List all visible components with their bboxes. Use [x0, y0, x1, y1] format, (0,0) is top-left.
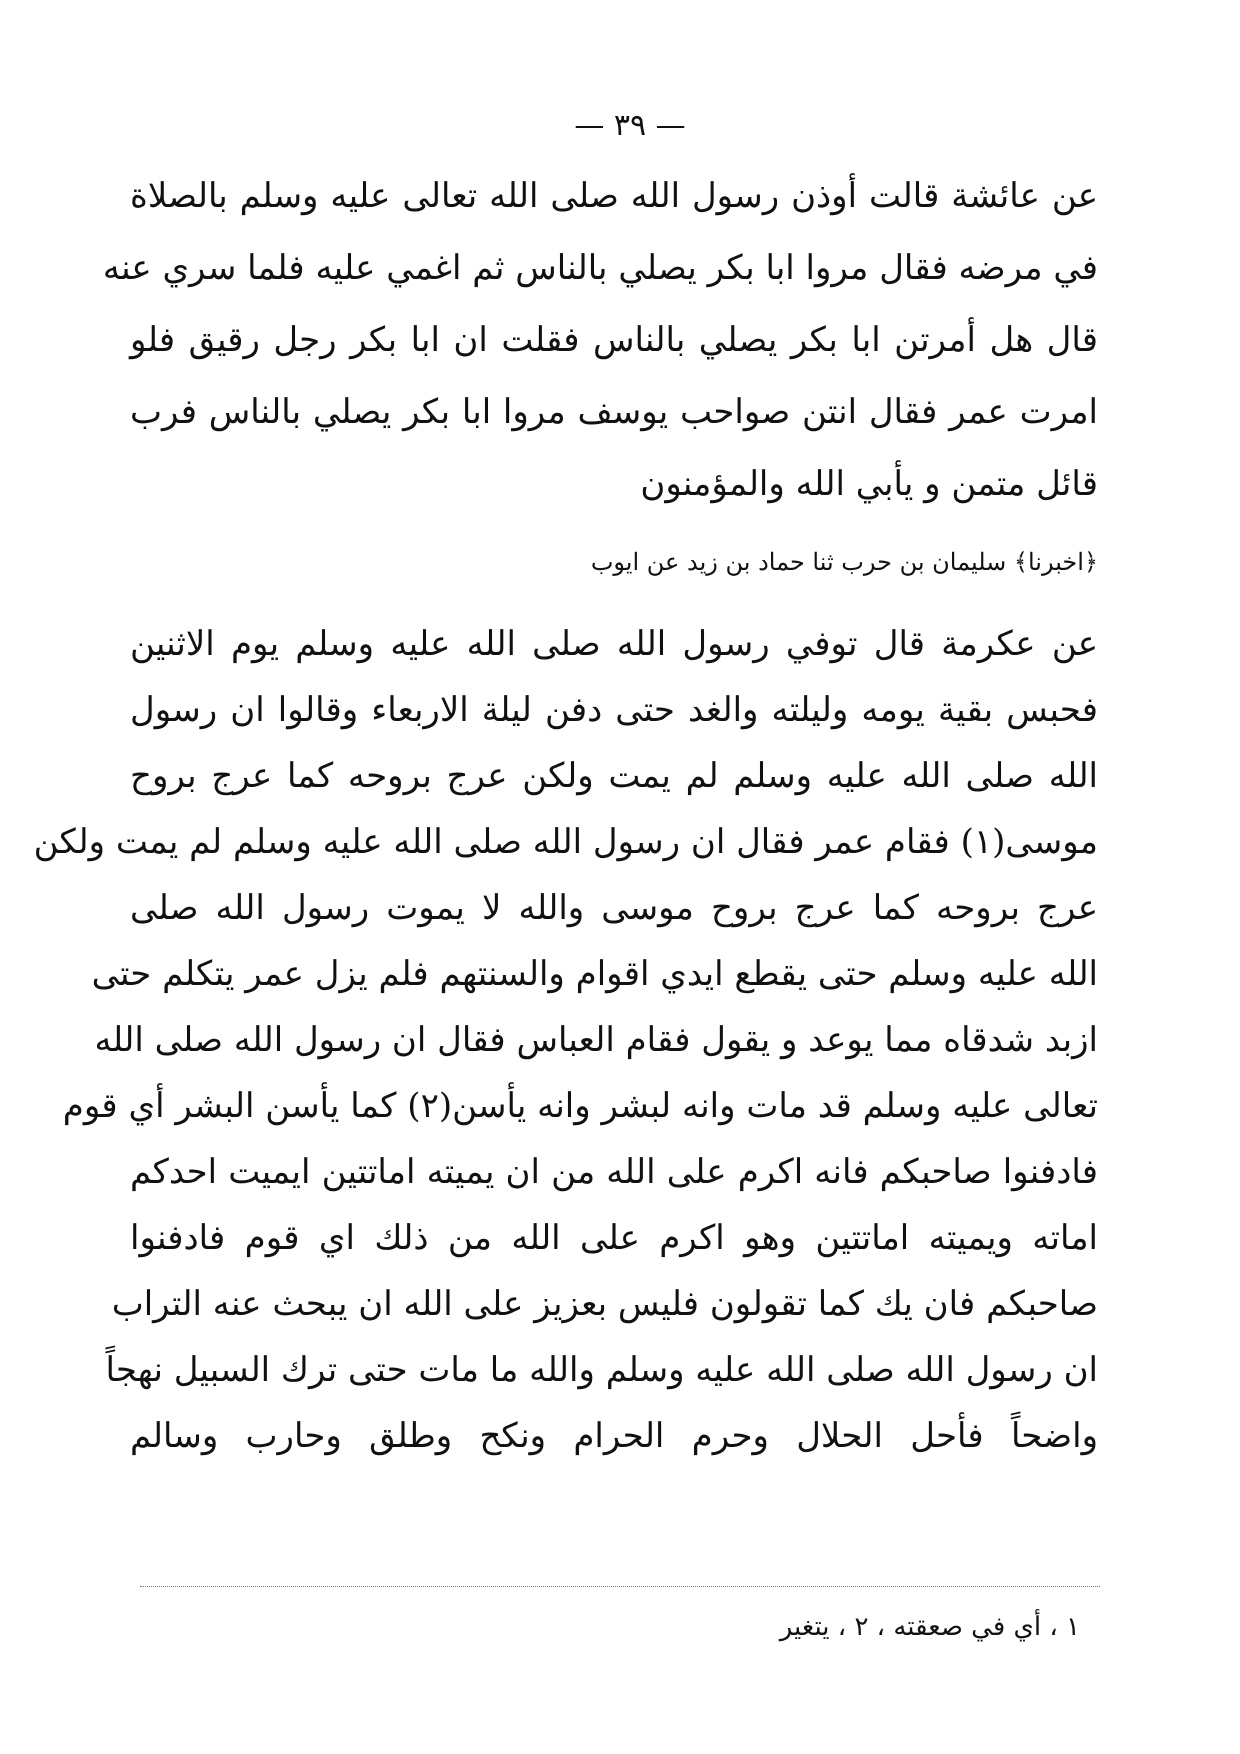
paragraph2-line-5: عرج بروحه كما عرج بروح موسى والله لا يموت رسول الله صلى — [130, 888, 1098, 928]
page-number: — ٣٩ — — [574, 108, 686, 143]
paragraph2-line-6: الله عليه وسلم حتى يقطع ايدي اقوام والسنتهم فلم يزل عمر يتكلم حتى — [91, 954, 1098, 994]
paragraph2-line-7: ازبد شدقاه مما يوعد و يقول فقام العباس فقال ان رسول الله صلى الله — [94, 1020, 1098, 1060]
paragraph2-line-9: فادفنوا صاحبكم فانه اكرم على الله من ان يميته اماتتين ايميت احدكم — [130, 1152, 1098, 1192]
paragraph2-line-10: اماته ويميته اماتتين وهو اكرم على الله من ذلك اي قوم فادفنوا — [130, 1218, 1098, 1258]
paragraph2-line-3: الله صلى الله عليه وسلم لم يمت ولكن عرج بروحه كما عرج بروح — [130, 756, 1098, 796]
paragraph1-line-3: قال هل أمرتن ابا بكر يصلي بالناس فقلت ان ابا بكر رجل رقيق فلو — [130, 320, 1098, 360]
paragraph1-line-5: قائل متمن و يأبي الله والمؤمنون — [640, 464, 1098, 504]
paragraph2-line-11: صاحبكم فان يك كما تقولون فليس بعزيز على الله ان يبحث عنه التراب — [111, 1284, 1098, 1324]
paragraph2-line-8: تعالى عليه وسلم قد مات وانه لبشر وانه يأسن(٢) كما يأسن البشر أي قوم — [62, 1086, 1098, 1126]
paragraph2-line-4: موسى(١) فقام عمر فقال ان رسول الله صلى الله عليه وسلم لم يمت ولكن — [33, 822, 1098, 862]
footnote-separator — [140, 1586, 1100, 1587]
isnad-chain: ﴿اخبرنا﴾ سليمان بن حرب ثنا حماد بن زيد عن ايوب — [590, 548, 1098, 576]
paragraph1-line-4: امرت عمر فقال انتن صواحب يوسف مروا ابا بكر يصلي بالناس فرب — [130, 392, 1098, 432]
paragraph1-line-2: في مرضه فقال مروا ابا بكر يصلي بالناس ثم اغمي عليه فلما سري عنه — [102, 248, 1098, 288]
paragraph2-line-12: ان رسول الله صلى الله عليه وسلم والله ما مات حتى ترك السبيل نهجاً — [105, 1350, 1098, 1390]
paragraph2-line-1: عن عكرمة قال توفي رسول الله صلى الله عليه وسلم يوم الاثنين — [130, 624, 1098, 664]
paragraph1-line-1: عن عائشة قالت أوذن رسول الله صلى الله تعالى عليه وسلم بالصلاة — [130, 176, 1098, 216]
paragraph2-line-13: واضحاً فأحل الحلال وحرم الحرام ونكح وطلق وحارب وسالم — [130, 1416, 1098, 1456]
footnote: ١ ، أي في صعقته ، ٢ ، يتغير — [779, 1612, 1080, 1642]
paragraph2-line-2: فحبس بقية يومه وليلته والغد حتى دفن ليلة الاربعاء وقالوا ان رسول — [130, 690, 1098, 730]
